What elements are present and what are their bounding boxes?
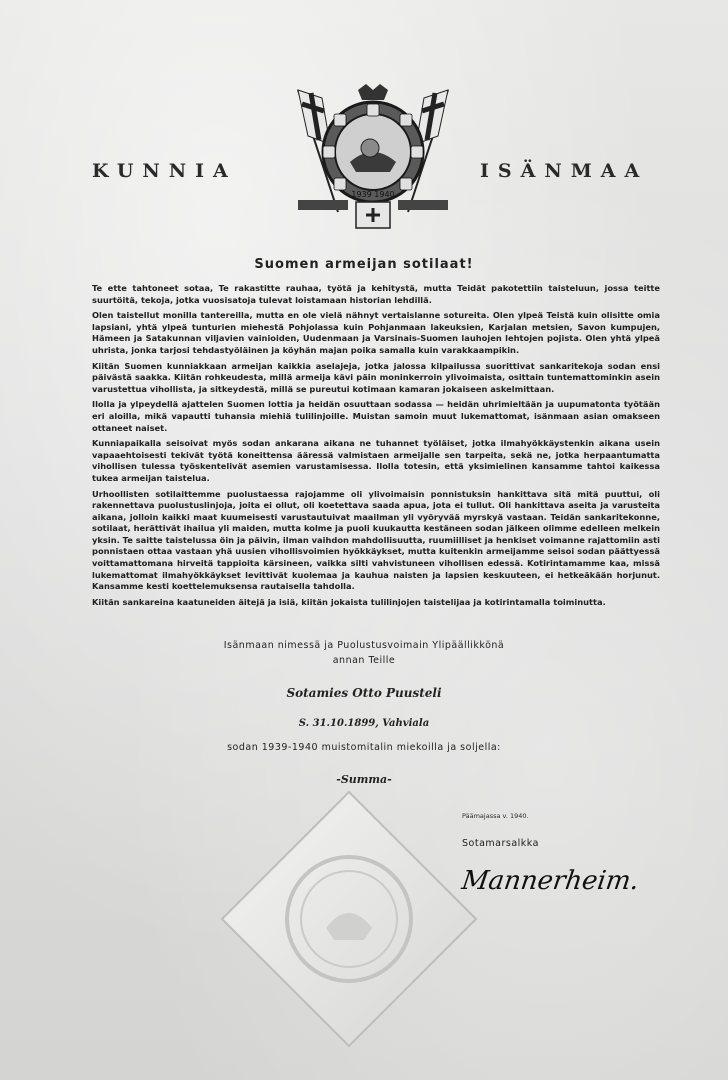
- paragraph: Kiitän Suomen kunniakkaan armeijan kaikkia aselajeja, jotka jalossa kilpailussa suorittivat sankaritekoja sodan ensi päivästä saakka. Kiitän rohkeudesta, millä armeija kävi päin moninkerroin ylivoimaista, osittain tuntemattominkin asein varustettua vihollista, ja sitkeydestä, millä se pureutui kotimaan kamaran jokaiseen askelmittaan.: [92, 360, 660, 394]
- signature: Mannerheim.: [459, 866, 641, 896]
- order-of-the-day-text: [92, 283, 660, 612]
- document-heading: Suomen armeijan sotilaat!: [254, 257, 474, 272]
- award-line-1: Isänmaan nimessä ja Puolustusvoimain Ylipäällikkönä: [223, 640, 505, 651]
- recipient-name: Sotamies Otto Puusteli: [286, 686, 442, 700]
- recipient-birth: S. 31.10.1899, Vahviala: [298, 718, 430, 729]
- signatory-rank: Sotamarsalkka: [462, 838, 539, 849]
- award-line-2: annan Teille: [332, 655, 396, 666]
- front-name: -Summa-: [336, 773, 392, 786]
- paragraph: Olen taistellut monilla tantereilla, mutta en ole vielä nähnyt vertaislanne sotureita. Olen ylpeä Teistä kuin olisitte omia lapsiani, yhtä ylpeä tunturien miehestä Pohjolassa kuin Pohjanmaan lakeuksien, Karjalan metsien, Savon kumpujen, Hämeen ja Satakunnan viljavien vainioiden, Uudenmaan ja Varsinais-Suomen lauhojen lehtojen pojista. Olen yhtä ylpeä uhrista, jonka tarjosi tehdastyöläinen ja köyhän majan poika samalla kuin varakkaampikin.: [92, 310, 660, 355]
- embossed-seal-icon: [218, 788, 480, 1050]
- medal-description: sodan 1939-1940 muistomitalin miekoilla ja soljella:: [227, 742, 501, 753]
- motto-left: KUNNIA: [92, 160, 237, 182]
- place-date: Päämajassa v. 1940.: [462, 812, 529, 820]
- paragraph: Urhoollisten sotilaittemme puolustaessa rajojamme oli ylivoimaisin ponnistuksin hankittava sitä mitä puuttui, oli rakennettava puolustuslinjoja, joita ei ollut, oli koetettava saada apua, jota ei tullut. Oli hankittava aseita ja varusteita aikana, jolloin kaikki maat kuumeisesti varustautuivat maailman yli vyöryvää myrskyä vastaan. Teidän sankaritekonne, sotilaat, herättivät ihailua yli maiden, mutta kolme ja puoli kuukautta kestäneen sodan jälkeen olimme edelleen melkein yksin. Te saitte taistelussa öin ja päivin, ilman vaihdon mahdollisuutta, ruumiilliset ja henkiset voimanne rajattomiin asti ponnistaen ottaa vastaan yhä uusien vihollisvoimien hyökkäykset, mutta kuitenkin armeijamme seisoi sodan päättyessä voittamattomana hirveitä tappioita kärsineen, vaikka silti vahvistuneen vihollisen edessä. Kotirintamamme kaa, missä lukemattomat ilmahyökkäykset levittivät kuolemaa ja kauhua naisten ja lapsien keskuuteen, ei hetkeäkään horjunut. Kansamme kesti koettelemuksensa rautaisella tahdolla.: [92, 488, 660, 592]
- paragraph: Kiitän sankareina kaatuneiden äitejä ja isiä, kiitän jokaista tulilinjojen taistelijaa ja kotirintamalla toiminutta.: [92, 596, 606, 607]
- paragraph: Te ette tahtoneet sotaa, Te rakastitte rauhaa, työtä ja kehitystä, mutta Teidät pakotettiin taisteluun, jossa teitte suurtöitä, tekoja, jotka vuosisatoja tulevat loistamaan historian lehdillä.: [92, 283, 660, 305]
- motto-right: ISÄNMAA: [480, 160, 649, 182]
- emblem-years: 1939 1940: [351, 190, 395, 199]
- paragraph: Ilolla ja ylpeydellä ajattelen Suomen lottia ja heidän osuuttaan sodassa — heidän uhrimieltään ja uupumatonta työtään eri aloilla, mikä vapautti tuhansia miehiä tulilinjoille. Muistan samoin muut lukemattomat, isänmaan asian omakseen ottaneet naiset.: [92, 399, 660, 433]
- paragraph: Kunniapaikalla seisoivat myös sodan ankarana aikana ne tuhannet työläiset, jotka ilmahyökkäystenkin aikana usein vapaaehtoisesti tekivät työtä koneittensa ääressä valmistaen armeijalle sen tarpeita, sekä ne, jotka herpaantumatta vihollisen tulessa työskentelivät asemien varustamisessa. Ilolla totesin, että yksimielinen kansamme tahtoi kaikessa tukea armeijan taistelua.: [92, 438, 660, 483]
- coat-of-arms-emblem-icon: [278, 84, 468, 230]
